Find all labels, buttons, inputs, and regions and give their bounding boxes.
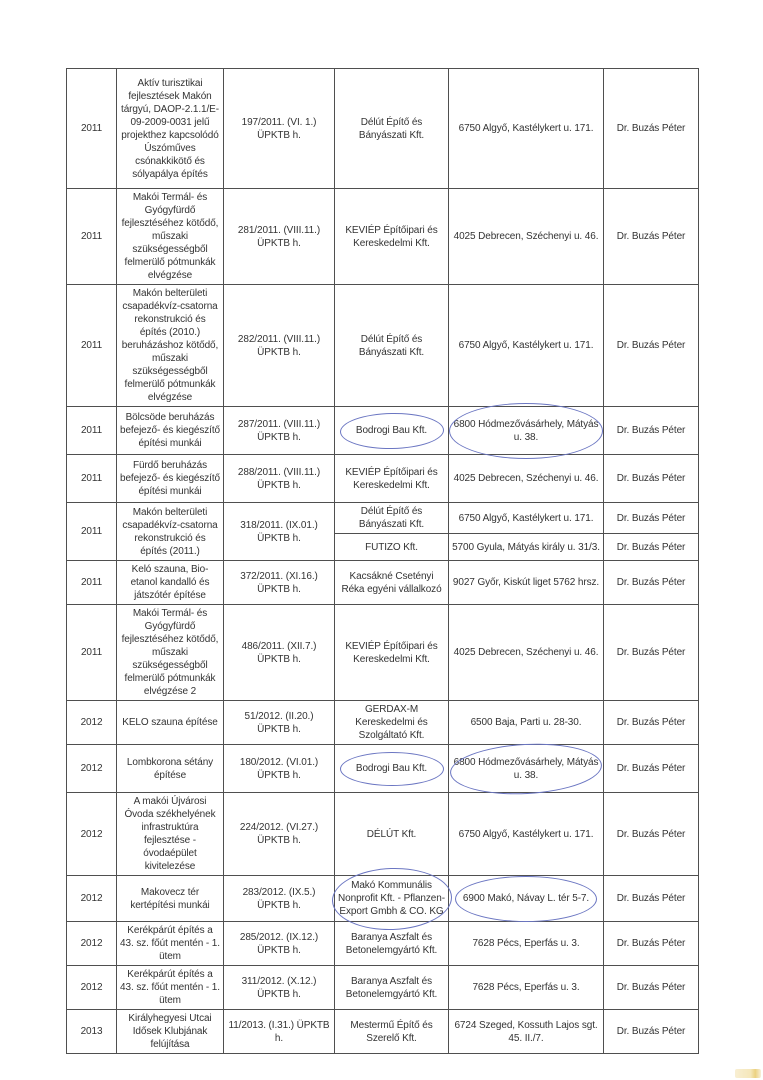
table-row: [67, 793, 699, 876]
cell-signatory: Dr. Buzás Péter: [604, 503, 699, 534]
table-row: [67, 285, 699, 407]
cell-company: GERDAX-M Kereskedelmi és Szolgáltató Kft.: [335, 701, 449, 745]
cell-description: Makovecz tér kertépítési munkái: [117, 876, 224, 922]
table-row: [67, 745, 699, 793]
table-row: [67, 189, 699, 285]
cell-resolution: 51/2012. (II.20.) ÜPKTB h.: [224, 701, 335, 745]
cell-description: Fürdő beruházás befejező- és kiegészítő építési munkái: [117, 455, 224, 503]
cell-signatory: Dr. Buzás Péter: [604, 793, 699, 876]
table-row: [67, 407, 699, 455]
cell-year: 2011: [67, 503, 117, 561]
cell-resolution: 372/2011. (XI.16.) ÜPKTB h.: [224, 561, 335, 605]
cell-resolution: 288/2011. (VIII.11.) ÜPKTB h.: [224, 455, 335, 503]
cell-year: 2011: [67, 561, 117, 605]
cell-address: 6750 Algyő, Kastélykert u. 171.: [449, 503, 604, 534]
cell-signatory: Dr. Buzás Péter: [604, 455, 699, 503]
cell-description: Kerékpárút építés a 43. sz. főút mentén - 1. ütem: [117, 922, 224, 966]
cell-resolution: 285/2012. (IX.12.) ÜPKTB h.: [224, 922, 335, 966]
cell-year: 2013: [67, 1010, 117, 1054]
cell-year: 2012: [67, 793, 117, 876]
cell-year: 2011: [67, 407, 117, 455]
cell-address: 6750 Algyő, Kastélykert u. 171.: [449, 285, 604, 407]
cell-description: Kerékpárút építés a 43. sz. főút mentén - 1. ütem: [117, 966, 224, 1010]
cell-description: Makón belterületi csapadékvíz-csatorna rekonstrukció és építés (2011.): [117, 503, 224, 561]
cell-year: 2011: [67, 455, 117, 503]
cell-company: Makó Kommunális Nonprofit Kft. - Pflanzen-Export Gmbh & CO. KG: [335, 876, 449, 922]
cell-signatory: Dr. Buzás Péter: [604, 534, 699, 561]
cell-company: Kacsákné Csetényi Réka egyéni vállalkozó: [335, 561, 449, 605]
cell-resolution: 11/2013. (I.31.) ÜPKTB h.: [224, 1010, 335, 1054]
cell-address: 4025 Debrecen, Széchenyi u. 46.: [449, 455, 604, 503]
cell-year: 2011: [67, 69, 117, 189]
table-row: [67, 876, 699, 922]
annotation-circle: [339, 412, 444, 450]
cell-year: 2011: [67, 605, 117, 701]
cell-signatory: Dr. Buzás Péter: [604, 701, 699, 745]
cell-address: 4025 Debrecen, Széchenyi u. 46.: [449, 605, 604, 701]
cell-company: Bodrogi Bau Kft.: [335, 407, 449, 455]
cell-signatory: Dr. Buzás Péter: [604, 876, 699, 922]
cell-address: 6750 Algyő, Kastélykert u. 171.: [449, 793, 604, 876]
cell-resolution: 287/2011. (VIII.11.) ÜPKTB h.: [224, 407, 335, 455]
cell-resolution: 197/2011. (VI. 1.) ÜPKTB h.: [224, 69, 335, 189]
cell-company: Bodrogi Bau Kft.: [335, 745, 449, 793]
cell-description: Makói Termál- és Gyógyfürdő fejlesztéséhez kötődő, műszaki szükségességből felmerülő pótmunkák elvégzése 2: [117, 605, 224, 701]
cell-year: 2011: [67, 189, 117, 285]
cell-signatory: Dr. Buzás Péter: [604, 1010, 699, 1054]
table-row: [67, 922, 699, 966]
cell-address: 6900 Makó, Návay L. tér 5-7.: [449, 876, 604, 922]
cell-signatory: Dr. Buzás Péter: [604, 285, 699, 407]
contracts-table: [66, 68, 699, 1054]
cell-company: Baranya Aszfalt és Betonelemgyártó Kft.: [335, 966, 449, 1010]
cell-year: 2012: [67, 922, 117, 966]
cell-company: Délút Építő és Bányászati Kft.: [335, 285, 449, 407]
cell-address: 4025 Debrecen, Széchenyi u. 46.: [449, 189, 604, 285]
cell-company: Mestermű Építő és Szerelő Kft.: [335, 1010, 449, 1054]
cell-year: 2012: [67, 966, 117, 1010]
cell-resolution: 224/2012. (VI.27.) ÜPKTB h.: [224, 793, 335, 876]
cell-signatory: Dr. Buzás Péter: [604, 561, 699, 605]
cell-description: Bölcsöde beruházás befejező- és kiegészítő építési munkái: [117, 407, 224, 455]
cell-company: KEVIÉP Építőipari és Kereskedelmi Kft.: [335, 189, 449, 285]
cell-company: FUTIZO Kft.: [335, 534, 449, 561]
cell-address: 6800 Hódmezővásárhely, Mátyás u. 38.: [449, 407, 604, 455]
cell-address: 7628 Pécs, Eperfás u. 3.: [449, 922, 604, 966]
cell-description: Királyhegyesi Utcai Idősek Klubjának felújítása: [117, 1010, 224, 1054]
cell-signatory: Dr. Buzás Péter: [604, 745, 699, 793]
cell-company: DÉLÚT Kft.: [335, 793, 449, 876]
table-row: [67, 69, 699, 189]
cell-signatory: Dr. Buzás Péter: [604, 407, 699, 455]
cell-resolution: 486/2011. (XII.7.) ÜPKTB h.: [224, 605, 335, 701]
cell-description: Aktív turisztikai fejlesztések Makón tárgyú, DAOP-2.1.1/E-09-2009-0031 jelű projekthez kapcsolódó Úszóműves csónakkikötő és sólyapálya építés: [117, 69, 224, 189]
cell-resolution: 283/2012. (IX.5.) ÜPKTB h.: [224, 876, 335, 922]
cell-signatory: Dr. Buzás Péter: [604, 69, 699, 189]
cell-company: Délút Építő és Bányászati Kft.: [335, 503, 449, 534]
cell-company: KEVIÉP Építőipari és Kereskedelmi Kft.: [335, 605, 449, 701]
cell-description: Lombkorona sétány építése: [117, 745, 224, 793]
cell-company: KEVIÉP Építőipari és Kereskedelmi Kft.: [335, 455, 449, 503]
cell-signatory: Dr. Buzás Péter: [604, 605, 699, 701]
cell-description: Keló szauna, Bio-etanol kandalló és játszótér építése: [117, 561, 224, 605]
cell-address: 6724 Szeged, Kossuth Lajos sgt. 45. II./7.: [449, 1010, 604, 1054]
cell-address: 6800 Hódmezővásárhely, Mátyás u. 38.: [449, 745, 604, 793]
cell-resolution: 282/2011. (VIII.11.) ÜPKTB h.: [224, 285, 335, 407]
cell-address: 6500 Baja, Parti u. 28-30.: [449, 701, 604, 745]
cell-description: Makói Termál- és Gyógyfürdő fejlesztéséhez kötődő, műszaki szükségességből felmerülő pótmunkák elvégzése: [117, 189, 224, 285]
cell-description: A makói Újvárosi Óvoda székhelyének infrastruktúra fejlesztése - óvodaépület kivitelezése: [117, 793, 224, 876]
cell-year: 2012: [67, 745, 117, 793]
cell-company: Délút Építő és Bányászati Kft.: [335, 69, 449, 189]
table-row: [67, 455, 699, 503]
cell-address: 9027 Győr, Kiskút liget 5762 hrsz.: [449, 561, 604, 605]
cell-year: 2011: [67, 285, 117, 407]
cell-address: 6750 Algyő, Kastélykert u. 171.: [449, 69, 604, 189]
cell-resolution: 311/2012. (X.12.) ÜPKTB h.: [224, 966, 335, 1010]
table-row: [67, 701, 699, 745]
cell-description: KELO szauna építése: [117, 701, 224, 745]
cell-signatory: Dr. Buzás Péter: [604, 966, 699, 1010]
cell-year: 2012: [67, 701, 117, 745]
annotation-circle: [449, 403, 603, 459]
cell-signatory: Dr. Buzás Péter: [604, 922, 699, 966]
cell-address: 5700 Gyula, Mátyás király u. 31/3.: [449, 534, 604, 561]
cell-year: 2012: [67, 876, 117, 922]
cell-signatory: Dr. Buzás Péter: [604, 189, 699, 285]
cell-resolution: 281/2011. (VIII.11.) ÜPKTB h.: [224, 189, 335, 285]
annotation-circle: [340, 752, 444, 786]
table-row: [67, 503, 699, 534]
cell-resolution: 318/2011. (IX.01.) ÜPKTB h.: [224, 503, 335, 561]
table-row: [67, 1010, 699, 1054]
annotation-circle: [449, 740, 603, 798]
table-row: [67, 605, 699, 701]
annotation-circle: [455, 876, 597, 922]
watermark-logo: [735, 1069, 761, 1078]
table-row: [67, 966, 699, 1010]
cell-address: 7628 Pécs, Eperfás u. 3.: [449, 966, 604, 1010]
cell-company: Baranya Aszfalt és Betonelemgyártó Kft.: [335, 922, 449, 966]
cell-resolution: 180/2012. (VI.01.) ÜPKTB h.: [224, 745, 335, 793]
cell-description: Makón belterületi csapadékvíz-csatorna rekonstrukció és építés (2010.) beruházáshoz kötődő, műszaki szükségességből felmerülő pótmunkák elvégzése: [117, 285, 224, 407]
table-row: [67, 561, 699, 605]
